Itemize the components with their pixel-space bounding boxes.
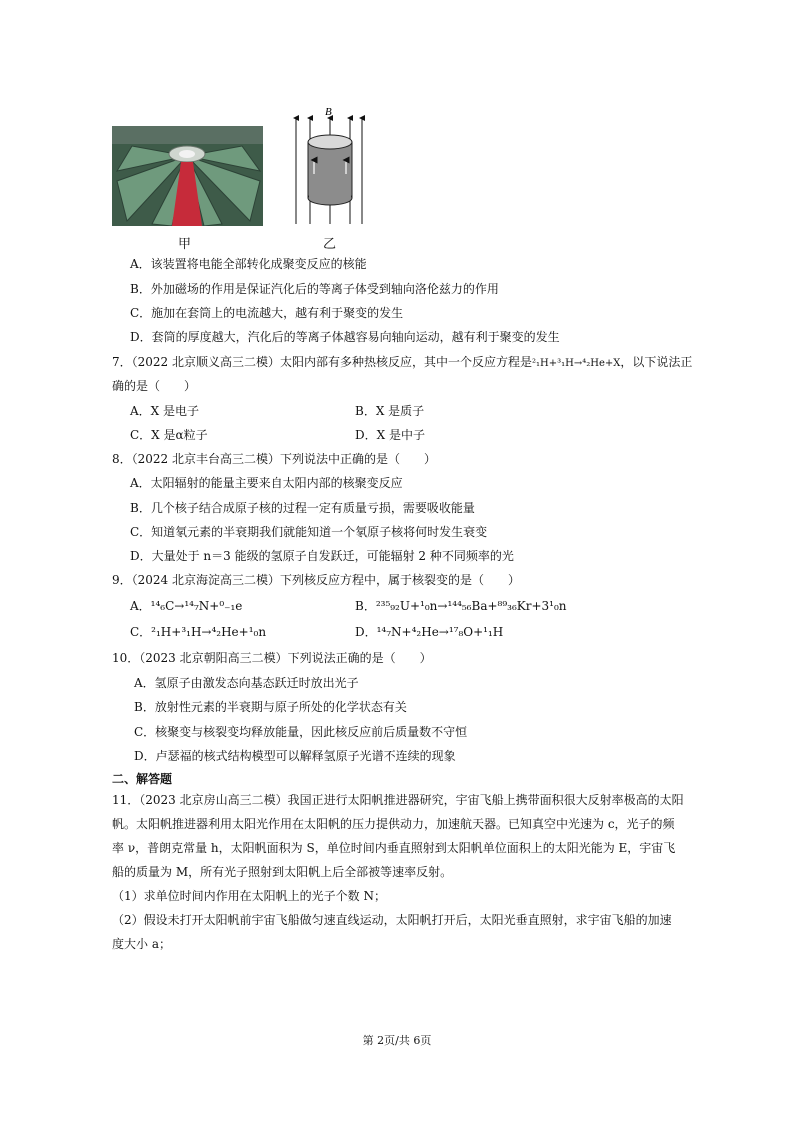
- q10-option-c: C．核聚变与核裂变均释放能量，因此核反应前后质量数不守恒: [134, 725, 468, 739]
- q6-option-b: B．外加磁场的作用是保证汽化后的等离子体受到轴向洛伦兹力的作用: [130, 282, 499, 296]
- q11-part-1: （1）求单位时间内作用在太阳帆上的光子个数 N；: [112, 889, 386, 903]
- device-photo: [112, 126, 263, 226]
- q7-option-d: D．X 是中子: [355, 428, 425, 442]
- q6-option-c: C．施加在套筒上的电流越大，越有利于聚变的发生: [130, 306, 404, 320]
- q11-line-2: 帆。太阳帆推进器利用太阳光作用在太阳帆的压力提供动力，加速航天器。已知真空中光速为 c，光子的频: [112, 817, 675, 831]
- q8-stem: 8．（2022 北京丰台高三二模）下列说法中正确的是（ ）: [112, 452, 436, 466]
- q6-option-a: A．该装置将电能全部转化成聚变反应的核能: [130, 257, 367, 271]
- q9-option-a: A．¹⁴₆C→¹⁴₇N+⁰₋₁e: [130, 599, 243, 613]
- q8-option-a: A．太阳辐射的能量主要来自太阳内部的核聚变反应: [130, 476, 403, 490]
- q10-stem: 10．（2023 北京朝阳高三二模）下列说法正确的是（ ）: [112, 651, 432, 665]
- q8-option-c: C．知道氡元素的半衰期我们就能知道一个氡原子核将何时发生衰变: [130, 525, 488, 539]
- cylinder-diagram: [288, 104, 368, 230]
- q10-option-d: D．卢瑟福的核式结构模型可以解释氢原子光谱不连续的现象: [134, 749, 456, 763]
- q7-stem-part1: 7．（2022 北京顺义高三二模）太阳内部有多种热核反应，其中一个反应方程是: [112, 355, 532, 369]
- q9-option-c: C．²₁H+³₁H→⁴₂He+¹₀n: [130, 625, 267, 639]
- q9-option-d: D．¹⁴₇N+⁴₂He→¹⁷₈O+¹₁H: [355, 625, 504, 639]
- q11-line-3: 率 ν，普朗克常量 h，太阳帆面积为 S，单位时间内垂直照射到太阳帆单位面积上的太阳光能为 E，宇宙飞: [112, 841, 676, 855]
- q11-part-2: （2）假设未打开太阳帆前宇宙飞船做匀速直线运动，太阳帆打开后，太阳光垂直照射，求宇宙飞船的加速: [112, 913, 672, 927]
- q7-option-c: C．X 是α粒子: [130, 428, 208, 442]
- section-title: 二、解答题: [112, 772, 173, 786]
- q11-line-4: 船的质量为 M，所有光子照射到太阳帆上后全部被等速率反射。: [112, 865, 453, 879]
- q7-stem-cont: 确的是（ ）: [112, 379, 197, 393]
- q8-option-b: B．几个核子结合成原子核的过程一定有质量亏损，需要吸收能量: [130, 501, 475, 515]
- q9-option-b: B．²³⁵₉₂U+¹₀n→¹⁴⁴₅₆Ba+⁸⁹₃₆Kr+3¹₀n: [355, 599, 567, 613]
- q11-part-2-cont: 度大小 a；: [112, 937, 171, 951]
- q7-equation: ²₁H+³₁H→⁴₂He+X: [532, 358, 621, 369]
- field-label-b: B: [325, 106, 332, 118]
- q11-line-1: 11．（2023 北京房山高三二模）我国正进行太阳帆推进器研究，宇宙飞船上携带面积很大反射率极高的太阳: [112, 793, 684, 807]
- q9-stem: 9．（2024 北京海淀高三二模）下列核反应方程中，属于核裂变的是（ ）: [112, 573, 520, 587]
- q7-option-b: B．X 是质子: [355, 404, 425, 418]
- page-number: 第 2页/共 6页: [362, 1034, 432, 1047]
- q8-option-d: D．大量处于 n＝3 能级的氢原子自发跃迁，可能辐射 2 种不同频率的光: [130, 549, 514, 563]
- q6-option-d: D．套筒的厚度越大，汽化后的等离子体越容易向轴向运动，越有利于聚变的发生: [130, 330, 560, 344]
- q7-stem: [112, 354, 692, 372]
- caption-yi: 乙: [323, 237, 337, 252]
- q7-option-a: A．X 是电子: [130, 404, 200, 418]
- caption-jia: 甲: [178, 237, 192, 252]
- q10-option-b: B．放射性元素的半衰期与原子所处的化学状态有关: [134, 700, 407, 714]
- q10-option-a: A．氢原子由激发态向基态跃迁时放出光子: [134, 676, 359, 690]
- q7-stem-part2: ，以下说法正: [620, 355, 693, 369]
- device-photo-drawing: [112, 126, 263, 226]
